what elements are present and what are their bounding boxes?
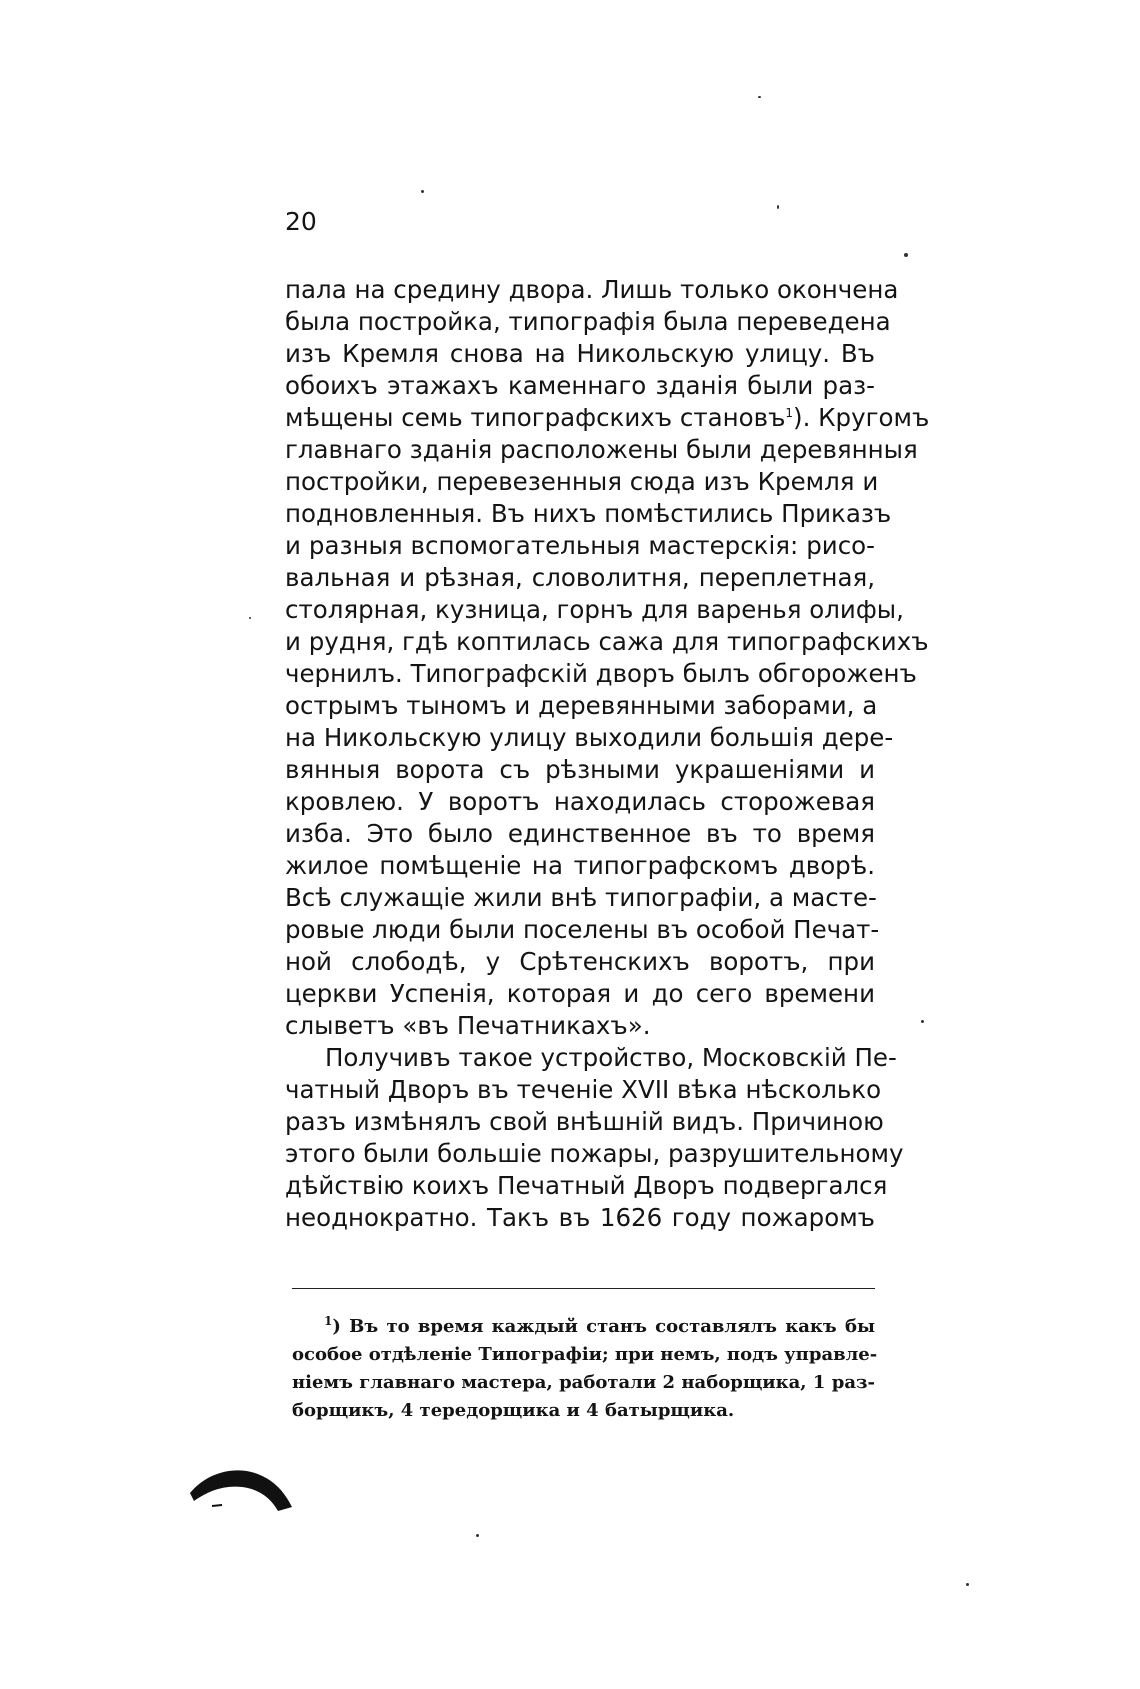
footnote <box>292 1313 878 1425</box>
scan-speck <box>476 1534 479 1537</box>
footnote-line: борщикъ, 4 тередорщика и 4 батырщика. <box>292 1400 735 1421</box>
text-line: изба. Это было единственное въ то время <box>285 819 875 848</box>
text-line: этого были большіе пожары, разрушительному <box>285 1139 904 1168</box>
scan-speck <box>966 1583 969 1586</box>
paragraph-last-line: слыветъ «въ Печатникахъ». <box>285 1011 651 1040</box>
footnote-divider <box>292 1288 875 1289</box>
text-line-with-footnote-ref <box>285 402 930 434</box>
text-line: пала на средину двора. Лишь только окончена <box>285 275 899 304</box>
footnote-line: особое отдѣленіе Типографіи; при немъ, подъ управле- <box>292 1344 878 1365</box>
text-fragment: ) Въ то время каждый станъ составлялъ какъ бы <box>332 1316 875 1337</box>
scan-speck <box>758 96 761 98</box>
text-line: Всѣ служащіе жили внѣ типографіи, а масте- <box>285 883 877 912</box>
text-line: столярная, кузница, горнъ для варенья олифы, <box>285 595 904 624</box>
text-line: ровые люди были поселены въ особой Печат- <box>285 915 880 944</box>
text-line: чатный Дворъ въ теченіе XVII вѣка нѣсколько <box>285 1075 882 1104</box>
footnote-line: ніемъ главнаго мастера, работали 2 наборщика, 1 раз- <box>292 1372 875 1393</box>
footnote-reference: 1 <box>785 405 794 420</box>
text-line: жилое помѣщеніе на типографскомъ дворѣ. <box>285 851 875 880</box>
page-number: 20 <box>285 207 317 236</box>
text-line: была постройка, типографія была переведена <box>285 307 891 336</box>
text-fragment: мѣщены семь типографскихъ становъ <box>285 403 786 432</box>
text-fragment: ). Кругомъ <box>793 403 930 432</box>
text-line: и разныя вспомогательныя мастерскія: рисо- <box>285 531 875 560</box>
text-line: острымъ тыномъ и деревянными заборами, а <box>285 691 878 720</box>
text-line: подновленныя. Въ нихъ помѣстились Приказъ <box>285 499 892 528</box>
scan-speck <box>249 617 251 619</box>
text-line: неоднократно. Такъ въ 1626 году пожаромъ <box>285 1203 875 1232</box>
text-line: вянныя ворота съ рѣзными украшеніями и <box>285 755 875 784</box>
scan-speck <box>921 1020 924 1023</box>
text-line: ной слободѣ, у Срѣтенскихъ воротъ, при <box>285 947 875 976</box>
text-line: церкви Успенія, которая и до сего времени <box>285 979 875 1008</box>
footnote-marker: 1 <box>324 1314 333 1328</box>
text-line: постройки, перевезенныя сюда изъ Кремля и <box>285 467 879 496</box>
scan-speck <box>421 190 424 193</box>
text-line: обоихъ этажахъ каменнаго зданія были раз- <box>285 371 875 400</box>
scan-speck <box>777 205 779 209</box>
text-line: чернилъ. Типографскій дворъ былъ обгороженъ <box>285 659 917 688</box>
scan-speck <box>904 253 908 257</box>
text-line: разъ измѣнялъ свой внѣшній видъ. Причиною <box>285 1107 884 1136</box>
paragraph-first-line: Получивъ такое устройство, Московскій Пе- <box>325 1043 897 1072</box>
text-line: изъ Кремля снова на Никольскую улицу. Въ <box>285 339 875 368</box>
main-text <box>285 274 930 1234</box>
text-line: и рудня, гдѣ коптилась сажа для типографскихъ <box>285 627 929 656</box>
text-line: кровлею. У воротъ находилась сторожевая <box>285 787 875 816</box>
text-line: вальная и рѣзная, словолитня, переплетная, <box>285 563 875 592</box>
text-line: главнаго зданія расположены были деревянныя <box>285 435 918 464</box>
text-line: дѣйствію коихъ Печатный Дворъ подвергался <box>285 1171 888 1200</box>
ink-smudge <box>186 1455 296 1515</box>
footnote-line <box>292 1313 875 1341</box>
text-line: на Никольскую улицу выходили большія дере- <box>285 723 894 752</box>
